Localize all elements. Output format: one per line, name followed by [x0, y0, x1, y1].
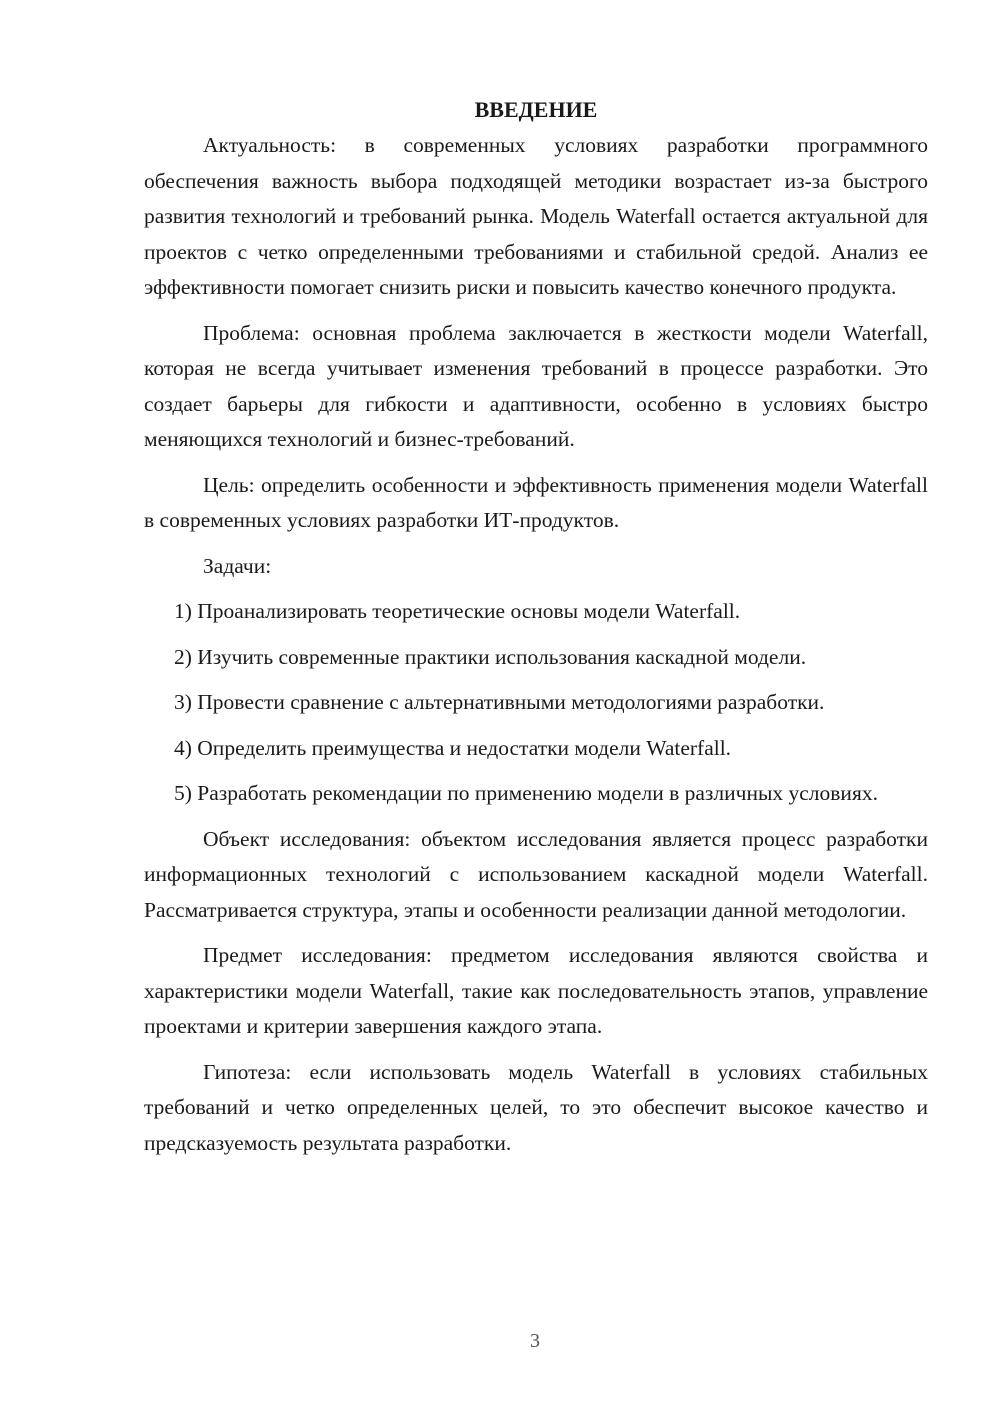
- task-item: 2) Изучить современные практики использования каскадной модели.: [174, 644, 807, 669]
- paragraph-relevance: Актуальность: в современных условиях разработки программного обеспечения важность выбора подходящей методики возрастает из-за быстрого развития технологий и требований рынка. Модель Waterfall остается актуальной для проектов с четко определенными требованиями и стабильной средой. Анализ ее эффективности помогает снизить риски и повысить качество конечного продукта.: [144, 133, 928, 299]
- paragraph-subject: Предмет исследования: предметом исследования являются свойства и характеристики модели Waterfall, такие как последовательность этапов, управление проектами и критерии завершения каждого этапа.: [144, 943, 928, 1038]
- section-title: ВВЕДЕНИЕ: [474, 97, 598, 122]
- task-item: 1) Проанализировать теоретические основы модели Waterfall.: [174, 599, 741, 623]
- task-item: 4) Определить преимущества и недостатки модели Waterfall.: [174, 735, 732, 760]
- task-item: 3) Провести сравнение с альтернативными методологиями разработки.: [174, 690, 825, 714]
- task-item: 5) Разработать рекомендации по применению модели в различных условиях.: [174, 781, 878, 805]
- paragraph-hypothesis: Гипотеза: если использовать модель Waterfall в условиях стабильных требований и четко определенных целей, то это обеспечит высокое качество и предсказуемость результата разработки.: [144, 1059, 928, 1155]
- tasks-heading: Задачи:: [203, 553, 272, 578]
- page-number: 3: [530, 1330, 540, 1352]
- paragraph-goal: Цель: определить особенности и эффективность применения модели Waterfall в современных условиях разработки ИТ-продуктов.: [144, 472, 928, 532]
- document-page: [144, 92, 928, 1171]
- paragraph-problem: Проблема: основная проблема заключается в жесткости модели Waterfall, которая не всегда учитывает изменения требований в процессе разработки. Это создает барьеры для гибкости и адаптивности, особенно в условиях быстро меняющихся технологий и бизнес-требований.: [144, 320, 928, 451]
- paragraph-object: Объект исследования: объектом исследования является процесс разработки информационных технологий с использованием каскадной модели Waterfall. Рассматривается структура, этапы и особенности реализации данной методологии.: [144, 826, 928, 922]
